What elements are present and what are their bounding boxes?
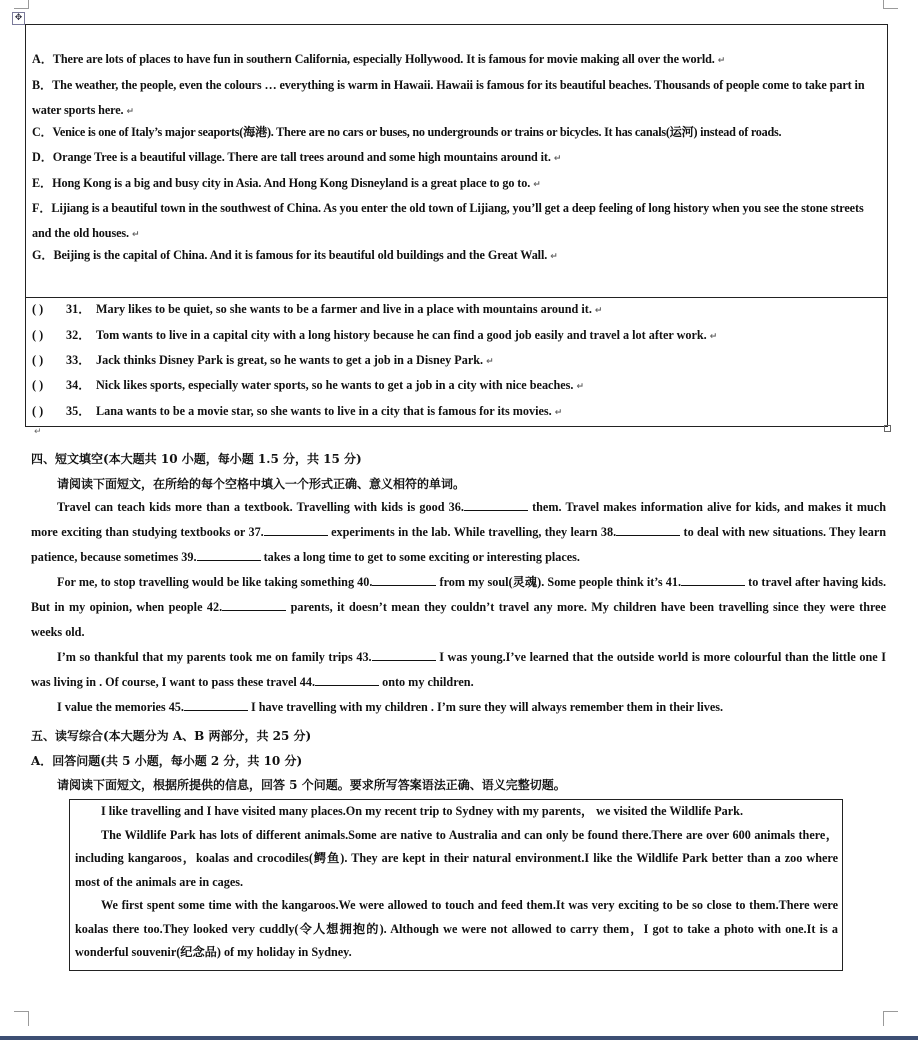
section-5-part-a [31,752,886,769]
blank-45[interactable] [184,699,248,711]
passage-paragraph-1: Travel can teach kids more than a textbook. Travelling with kids is good 36. them. Travel makes information alive for kids, and makes it much more exciting than studying textbooks or 37. experiments in the lab. While travelling, they learn 38. to deal with new situations. They learn patience, because sometimes 39. takes a long time to get to some exciting or interesting places. [31,500,887,564]
section-5-subtitle: A．回答问题(共 5 小题，每小题 2 分，共 10 分) [31,754,303,768]
question-32: ( ) 32． Tom wants to live in a capital city with a long history because he can find a good job easily and travel a lot after work. ↵ [32,328,718,342]
reading-passage-box [69,799,843,971]
section-4-instruction: 请阅读下面短文，在所给的每个空格中填入一个形式正确、意义相符的单词。 [57,477,466,491]
option-f: F．Lijiang is a beautiful town in the southwest of China. As you enter the old town of Lijiang, you’ll get a deep feeling of long history when you see the stone streets and the old houses. ↵ [32,201,864,240]
section-4-passage [31,495,886,720]
blank-41[interactable] [681,574,745,586]
matching-table [25,24,888,427]
section-5-instruction: 请阅读下面短文，根据所提供的信息，回答 5 个问题。要求所写答案语法正确、语义完整切题。 [57,778,566,792]
section-4-title: 四、短文填空(本大题共 10 小题，每小题 1.5 分，共 15 分) [31,452,362,466]
passage-paragraph-4: I value the memories 45. I have travelling with my children . I’m sure they will always remember them in their lives. [57,700,724,714]
option-b: B．The weather, the people, even the colours … everything is warm in Hawaii. Hawaii is famous for its beautiful beaches. Thousands of people come to take part in water sports here. ↵ [32,78,865,117]
blank-37[interactable] [264,524,328,536]
blank-40[interactable] [372,574,436,586]
passage-paragraph-2: For me, to stop travelling would be like taking something 40. from my soul(灵魂). Some people think it’s 41. to travel after having kids. But in my opinion, when people 42. parents, it doesn’t mean they couldn’t travel any more. My children have been travelling since they were three weeks old. [31,575,887,639]
reading-paragraph-3: We first spent some time with the kangaroos.We were allowed to touch and feed them.It was very exciting to be so close to them.There were koalas there too.They looked very cuddly(令人想拥抱的). Although we were not allowed to carry them，I got to take a photo with one.It is a wonderful souvenir(纪念品) of my holiday in Sydney. [75,898,838,959]
option-a: A．There are lots of places to have fun in southern California, especially Hollywood. It is famous for movie making all over the world. ↵ [32,52,726,66]
option-c: C．Venice is one of Italy’s major seaports(海港). There are no cars or buses, no undergrounds or trains or bicycles. It has canals(运河) instead of roads. [32,125,782,139]
crop-mark-bottom-left [14,1011,29,1026]
reading-paragraph-2: The Wildlife Park has lots of different animals.Some are native to Australia and can only be found there.There are over 600 animals there，including kangaroos，koalas and crocodiles(鳄鱼). They are kept in their natural environment.I like the Wildlife Park better than a zoo where most of the animals are in cages. [75,827,838,889]
window-bottom-bar [0,1036,918,1040]
section-5 [31,727,886,744]
question-35: ( ) 35． Lana wants to be a movie star, so she wants to live in a city that is famous for its movies. ↵ [32,404,563,418]
crop-mark-top-right [883,0,898,9]
question-33: ( ) 33． Jack thinks Disney Park is great, so he wants to get a job in a Disney Park. ↵ [32,353,494,367]
empty-paragraph: ↵ [34,427,42,437]
option-e: E．Hong Kong is a big and busy city in Asia. And Hong Kong Disneyland is a great place to go to. ↵ [32,176,541,190]
section-5-instruction-line [31,776,886,793]
table-resize-handle[interactable] [884,425,891,432]
section-4-instruction-line [31,475,886,492]
blank-38[interactable] [616,524,680,536]
blank-43[interactable] [372,649,436,661]
crop-mark-top-left [14,0,29,9]
passage-paragraph-3: I’m so thankful that my parents took me on family trips 43. I was young.I’ve learned that the outside world is more colourful than the little one I was living in . Of course, I want to pass these travel 44. onto my children. [31,650,886,689]
blank-42[interactable] [222,599,286,611]
blank-39[interactable] [197,549,261,561]
reading-paragraph-1: I like travelling and I have visited many places.On my recent trip to Sydney with my parents， we visited the Wildlife Park. [101,804,743,818]
question-31: ( ) 31． Mary likes to be quiet, so she wants to be a farmer and live in a place with mountains around it. ↵ [32,302,603,316]
section-4 [31,450,886,467]
crop-mark-bottom-right [883,1011,898,1026]
options-cell [26,25,887,298]
option-g: G．Beijing is the capital of China. And it is famous for its beautiful old buildings and the Great Wall. ↵ [32,248,558,262]
question-34: ( ) 34． Nick likes sports, especially water sports, so he wants to get a job in a city with nice beaches. ↵ [32,378,584,392]
option-d: D．Orange Tree is a beautiful village. There are tall trees around and some high mountains around it. ↵ [32,150,562,164]
questions-cell [26,298,887,426]
section-5-title: 五、读写综合(本大题分为 A、B 两部分，共 25 分) [31,729,312,743]
blank-36[interactable] [464,499,528,511]
move-anchor-icon[interactable]: ✥ [12,12,25,25]
blank-44[interactable] [315,674,379,686]
